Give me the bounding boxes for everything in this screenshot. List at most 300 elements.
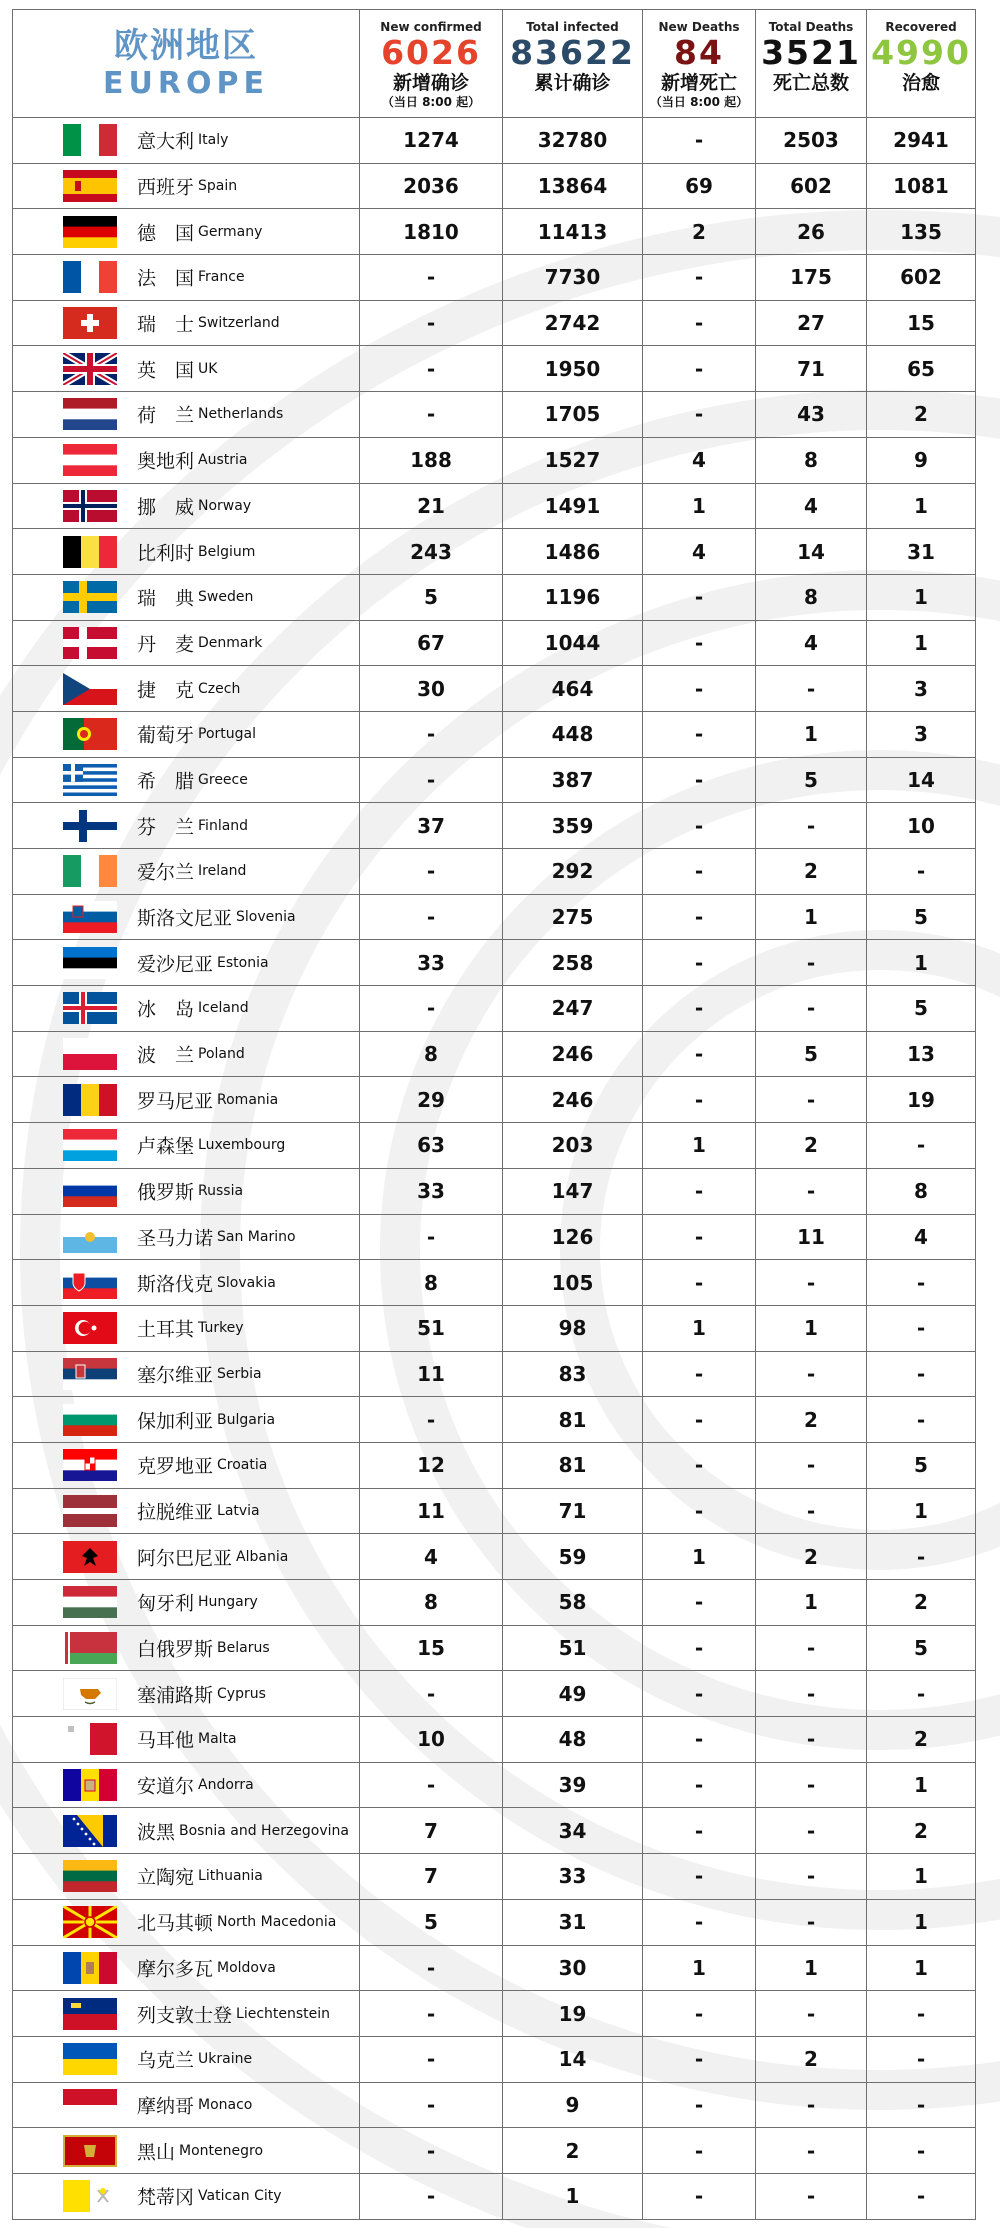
country-cell <box>13 1305 360 1351</box>
total-deaths-cell: 5 <box>756 757 867 803</box>
header-new-confirmed <box>360 10 503 118</box>
country-name-en: Turkey <box>198 1320 244 1337</box>
new-confirmed-cell: - <box>360 1671 503 1717</box>
country-name-cn: 希 腊 <box>137 770 195 793</box>
new-deaths-cell: - <box>643 1351 756 1397</box>
header-label-en: New confirmed <box>380 20 482 34</box>
country-name-cn: 波黑 <box>137 1821 176 1844</box>
table-row <box>13 2082 976 2128</box>
new-confirmed-cell: 1810 <box>360 209 503 255</box>
ukraine-flag-icon <box>63 2043 117 2075</box>
country-name-en: Liechtenstein <box>236 2005 331 2022</box>
recovered-cell: 2 <box>867 392 976 438</box>
new-deaths-cell: - <box>643 1808 756 1854</box>
country-name-en: North Macedonia <box>217 1914 337 1931</box>
new-deaths-cell: - <box>643 1854 756 1900</box>
country-name-en: Poland <box>198 1046 245 1063</box>
country-cell <box>13 757 360 803</box>
total-deaths-cell: 71 <box>756 346 867 392</box>
country-name-cn: 瑞 士 <box>137 313 195 336</box>
new-confirmed-cell: 11 <box>360 1351 503 1397</box>
russia-flag-icon <box>63 1175 117 1207</box>
slovenia-flag-icon <box>63 901 117 933</box>
total-infected-cell: 14 <box>503 2036 643 2082</box>
country-name-en: France <box>198 269 245 286</box>
new-deaths-cell: - <box>643 1397 756 1443</box>
country-name-en: Italy <box>198 132 229 149</box>
italy-flag-icon <box>63 124 117 156</box>
total-infected-cell: 203 <box>503 1123 643 1169</box>
country-name-cn: 西班牙 <box>137 176 195 199</box>
total-infected-cell: 147 <box>503 1168 643 1214</box>
new-confirmed-cell: - <box>360 1991 503 2037</box>
recovered-cell: - <box>867 1260 976 1306</box>
country-name-cn: 英 国 <box>137 359 195 382</box>
table-row <box>13 1031 976 1077</box>
country-name-cn: 奥地利 <box>137 450 195 473</box>
table-row <box>13 1214 976 1260</box>
country-name-cn: 比利时 <box>137 542 195 565</box>
andorra-flag-icon <box>63 1769 117 1801</box>
recovered-cell: 8 <box>867 1168 976 1214</box>
total-deaths-cell: 4 <box>756 620 867 666</box>
table-row <box>13 1260 976 1306</box>
new-confirmed-cell: 30 <box>360 666 503 712</box>
header-row <box>13 10 976 118</box>
new-confirmed-cell: 21 <box>360 483 503 529</box>
header-label-cn: 死亡总数 <box>772 72 849 94</box>
header-label-cn: 治愈 <box>901 72 940 94</box>
san-marino-flag-icon <box>63 1221 117 1253</box>
recovered-cell: - <box>867 1991 976 2037</box>
header-label-cn: 新增确诊 <box>392 72 469 94</box>
recovered-cell: - <box>867 2036 976 2082</box>
country-name-en: Moldova <box>217 1959 276 1976</box>
header-total: 83622 <box>510 33 635 72</box>
header-total: 4990 <box>871 33 971 72</box>
header-new-deaths <box>643 10 756 118</box>
country-cell <box>13 392 360 438</box>
total-deaths-cell: 602 <box>756 163 867 209</box>
recovered-cell: - <box>867 2128 976 2174</box>
new-confirmed-cell: - <box>360 894 503 940</box>
new-deaths-cell: - <box>643 346 756 392</box>
total-infected-cell: 98 <box>503 1305 643 1351</box>
country-name-cn: 列支敦士登 <box>137 2004 233 2027</box>
new-confirmed-cell: 51 <box>360 1305 503 1351</box>
country-cell <box>13 849 360 895</box>
table-row <box>13 1762 976 1808</box>
header-label-cn: 累计确诊 <box>534 72 611 94</box>
country-name-en: Ireland <box>198 863 247 880</box>
country-cell <box>13 118 360 164</box>
total-infected-cell: 247 <box>503 986 643 1032</box>
new-confirmed-cell: 29 <box>360 1077 503 1123</box>
table-row <box>13 1442 976 1488</box>
country-cell <box>13 1031 360 1077</box>
country-name-cn: 土耳其 <box>137 1318 195 1341</box>
new-deaths-cell: - <box>643 1580 756 1626</box>
table-row <box>13 940 976 986</box>
recovered-cell: 1 <box>867 1899 976 1945</box>
new-confirmed-cell: 7 <box>360 1808 503 1854</box>
new-confirmed-cell: 10 <box>360 1717 503 1763</box>
new-deaths-cell: - <box>643 1260 756 1306</box>
total-infected-cell: 2742 <box>503 300 643 346</box>
table-row <box>13 1488 976 1534</box>
liechtenstein-flag-icon <box>63 1998 117 2030</box>
new-confirmed-cell: - <box>360 2128 503 2174</box>
total-deaths-cell: 8 <box>756 437 867 483</box>
table-row <box>13 711 976 757</box>
new-confirmed-cell: - <box>360 2036 503 2082</box>
country-cell <box>13 2173 360 2219</box>
new-deaths-cell: 1 <box>643 483 756 529</box>
country-name-en: Monaco <box>198 2096 253 2113</box>
new-deaths-cell: - <box>643 1762 756 1808</box>
switzerland-flag-icon <box>63 307 117 339</box>
country-cell <box>13 1534 360 1580</box>
table-row <box>13 1168 976 1214</box>
country-name-cn: 卢森堡 <box>137 1135 195 1158</box>
recovered-cell: 5 <box>867 986 976 1032</box>
country-name-cn: 乌克兰 <box>137 2049 195 2072</box>
new-deaths-cell: - <box>643 1077 756 1123</box>
country-name-en: Montenegro <box>179 2142 264 2159</box>
country-cell <box>13 529 360 575</box>
recovered-cell: - <box>867 1351 976 1397</box>
norway-flag-icon <box>63 490 117 522</box>
serbia-flag-icon <box>63 1358 117 1390</box>
total-deaths-cell: - <box>756 2082 867 2128</box>
new-deaths-cell: - <box>643 757 756 803</box>
total-infected-cell: 464 <box>503 666 643 712</box>
luxembourg-flag-icon <box>63 1129 117 1161</box>
region-title <box>13 10 360 118</box>
table-row <box>13 1991 976 2037</box>
new-deaths-cell: - <box>643 2128 756 2174</box>
new-confirmed-cell: 4 <box>360 1534 503 1580</box>
new-deaths-cell: - <box>643 986 756 1032</box>
spain-flag-icon <box>63 170 117 202</box>
recovered-cell: 1 <box>867 1945 976 1991</box>
table-row <box>13 574 976 620</box>
new-deaths-cell: 1 <box>643 1123 756 1169</box>
recovered-cell: - <box>867 2082 976 2128</box>
recovered-cell: 5 <box>867 894 976 940</box>
new-deaths-cell: 1 <box>643 1305 756 1351</box>
europe-stats-table <box>12 9 976 2220</box>
country-name-cn: 摩尔多瓦 <box>137 1958 214 1981</box>
new-confirmed-cell: - <box>360 757 503 803</box>
country-name-cn: 保加利亚 <box>137 1410 214 1433</box>
country-name-cn: 斯洛伐克 <box>137 1273 214 1296</box>
total-deaths-cell: 1 <box>756 894 867 940</box>
country-cell <box>13 1625 360 1671</box>
country-name-cn: 斯洛文尼亚 <box>137 907 233 930</box>
recovered-cell: 135 <box>867 209 976 255</box>
new-confirmed-cell: 243 <box>360 529 503 575</box>
header-label-en: Total infected <box>526 20 619 34</box>
total-infected-cell: 359 <box>503 803 643 849</box>
country-name-en: Germany <box>198 223 263 240</box>
country-cell <box>13 1442 360 1488</box>
new-confirmed-cell: 8 <box>360 1031 503 1077</box>
ireland-flag-icon <box>63 855 117 887</box>
total-infected-cell: 2 <box>503 2128 643 2174</box>
new-deaths-cell: 1 <box>643 1945 756 1991</box>
recovered-cell: 1 <box>867 1762 976 1808</box>
total-infected-cell: 7730 <box>503 255 643 301</box>
total-infected-cell: 39 <box>503 1762 643 1808</box>
new-confirmed-cell: 12 <box>360 1442 503 1488</box>
recovered-cell: 602 <box>867 255 976 301</box>
country-name-cn: 塞浦路斯 <box>137 1684 214 1707</box>
country-name-en: Latvia <box>217 1502 260 1519</box>
new-deaths-cell: - <box>643 849 756 895</box>
header-note: （当日 8:00 起） <box>381 95 481 109</box>
new-deaths-cell: - <box>643 1168 756 1214</box>
total-deaths-cell: 1 <box>756 1305 867 1351</box>
table-row <box>13 1899 976 1945</box>
total-infected-cell: 19 <box>503 1991 643 2037</box>
country-cell <box>13 1854 360 1900</box>
country-name-en: Slovakia <box>217 1274 276 1291</box>
country-name-en: Hungary <box>198 1594 258 1611</box>
country-name-en: Iceland <box>198 1000 249 1017</box>
new-confirmed-cell: - <box>360 849 503 895</box>
new-deaths-cell: - <box>643 894 756 940</box>
total-infected-cell: 1950 <box>503 346 643 392</box>
total-deaths-cell: 43 <box>756 392 867 438</box>
table-row <box>13 1123 976 1169</box>
country-name-en: UK <box>198 360 218 377</box>
header-label-en: New Deaths <box>658 20 740 34</box>
header-label-cn: 新增死亡 <box>660 72 737 94</box>
country-name-en: Andorra <box>198 1777 254 1794</box>
new-confirmed-cell: 8 <box>360 1580 503 1626</box>
country-name-en: Switzerland <box>198 315 280 332</box>
bosnia-flag-icon <box>63 1815 117 1847</box>
country-cell <box>13 163 360 209</box>
new-deaths-cell: - <box>643 803 756 849</box>
country-name-en: Sweden <box>198 589 254 606</box>
croatia-flag-icon <box>63 1449 117 1481</box>
total-infected-cell: 448 <box>503 711 643 757</box>
country-name-en: Norway <box>198 497 252 514</box>
country-name-en: Ukraine <box>198 2051 253 2068</box>
country-name-en: Bosnia and Herzegovina <box>179 1822 349 1839</box>
new-confirmed-cell: - <box>360 392 503 438</box>
country-name-cn: 挪 威 <box>137 496 195 519</box>
country-name-cn: 捷 克 <box>137 679 195 702</box>
table-row <box>13 2173 976 2219</box>
total-deaths-cell: - <box>756 1808 867 1854</box>
total-infected-cell: 246 <box>503 1077 643 1123</box>
country-name-cn: 塞尔维亚 <box>137 1364 214 1387</box>
total-deaths-cell: - <box>756 2128 867 2174</box>
total-deaths-cell: - <box>756 1488 867 1534</box>
new-deaths-cell: - <box>643 666 756 712</box>
total-deaths-cell: - <box>756 1625 867 1671</box>
cyprus-flag-icon <box>63 1678 117 1710</box>
country-cell <box>13 574 360 620</box>
country-name-cn: 北马其顿 <box>137 1912 214 1935</box>
country-cell <box>13 2082 360 2128</box>
new-confirmed-cell: 188 <box>360 437 503 483</box>
new-confirmed-cell: 11 <box>360 1488 503 1534</box>
new-deaths-cell: - <box>643 300 756 346</box>
new-deaths-cell: - <box>643 1717 756 1763</box>
recovered-cell: 65 <box>867 346 976 392</box>
country-name-cn: 立陶宛 <box>137 1866 195 1889</box>
country-cell <box>13 803 360 849</box>
estonia-flag-icon <box>63 947 117 979</box>
total-deaths-cell: - <box>756 1260 867 1306</box>
bulgaria-flag-icon <box>63 1404 117 1436</box>
recovered-cell: 9 <box>867 437 976 483</box>
recovered-cell: - <box>867 1534 976 1580</box>
country-cell <box>13 209 360 255</box>
table-row <box>13 1351 976 1397</box>
country-name-en: Netherlands <box>198 406 284 423</box>
region-title-cn: 欧洲地区 <box>114 25 258 66</box>
total-deaths-cell: 11 <box>756 1214 867 1260</box>
table-row <box>13 894 976 940</box>
total-deaths-cell: - <box>756 1991 867 2037</box>
country-cell <box>13 894 360 940</box>
recovered-cell: 3 <box>867 711 976 757</box>
new-deaths-cell: - <box>643 1442 756 1488</box>
lithuania-flag-icon <box>63 1860 117 1892</box>
country-cell <box>13 1214 360 1260</box>
country-name-en: Vatican City <box>198 2188 282 2205</box>
country-name-cn: 圣马力诺 <box>137 1227 214 1250</box>
total-deaths-cell: 2 <box>756 849 867 895</box>
recovered-cell: - <box>867 2173 976 2219</box>
total-deaths-cell: 1 <box>756 1945 867 1991</box>
table-row <box>13 1945 976 1991</box>
malta-flag-icon <box>63 1723 117 1755</box>
total-infected-cell: 48 <box>503 1717 643 1763</box>
recovered-cell: 2 <box>867 1808 976 1854</box>
total-infected-cell: 275 <box>503 894 643 940</box>
new-confirmed-cell: - <box>360 2173 503 2219</box>
recovered-cell: - <box>867 849 976 895</box>
total-deaths-cell: 5 <box>756 1031 867 1077</box>
new-confirmed-cell: - <box>360 1397 503 1443</box>
montenegro-flag-icon <box>63 2135 117 2167</box>
country-name-en: Luxembourg <box>198 1137 286 1154</box>
country-name-cn: 摩纳哥 <box>137 2095 195 2118</box>
total-deaths-cell: - <box>756 1351 867 1397</box>
country-name-en: Belgium <box>198 543 256 560</box>
new-deaths-cell: 1 <box>643 1534 756 1580</box>
iceland-flag-icon <box>63 992 117 1024</box>
country-cell <box>13 1077 360 1123</box>
country-name-cn: 荷 兰 <box>137 404 195 427</box>
total-deaths-cell: - <box>756 1168 867 1214</box>
country-rows <box>13 118 976 2220</box>
new-deaths-cell: - <box>643 1214 756 1260</box>
country-cell <box>13 940 360 986</box>
new-deaths-cell: - <box>643 2082 756 2128</box>
country-name-cn: 罗马尼亚 <box>137 1090 214 1113</box>
romania-flag-icon <box>63 1084 117 1116</box>
new-confirmed-cell: 8 <box>360 1260 503 1306</box>
total-infected-cell: 258 <box>503 940 643 986</box>
total-infected-cell: 1527 <box>503 437 643 483</box>
recovered-cell: 1 <box>867 1854 976 1900</box>
total-deaths-cell: 2 <box>756 2036 867 2082</box>
table-row <box>13 1077 976 1123</box>
country-cell <box>13 1717 360 1763</box>
table-row <box>13 118 976 164</box>
country-cell <box>13 1945 360 1991</box>
new-confirmed-cell: 15 <box>360 1625 503 1671</box>
total-infected-cell: 31 <box>503 1899 643 1945</box>
table-row <box>13 1854 976 1900</box>
country-name-cn: 丹 麦 <box>137 633 195 656</box>
table-row <box>13 1625 976 1671</box>
table-row <box>13 2036 976 2082</box>
recovered-cell: 14 <box>867 757 976 803</box>
new-confirmed-cell: - <box>360 255 503 301</box>
total-infected-cell: 292 <box>503 849 643 895</box>
moldova-flag-icon <box>63 1952 117 1984</box>
header-label-en: Total Deaths <box>768 20 854 34</box>
total-infected-cell: 33 <box>503 1854 643 1900</box>
country-name-en: Czech <box>198 680 241 697</box>
country-name-cn: 马耳他 <box>137 1729 195 1752</box>
new-deaths-cell: - <box>643 2036 756 2082</box>
belarus-flag-icon <box>63 1632 117 1664</box>
table-row <box>13 1671 976 1717</box>
country-name-cn: 葡萄牙 <box>137 724 195 747</box>
table-row <box>13 1305 976 1351</box>
total-deaths-cell: 1 <box>756 711 867 757</box>
country-cell <box>13 1168 360 1214</box>
north-macedonia-flag-icon <box>63 1906 117 1938</box>
new-deaths-cell: - <box>643 1031 756 1077</box>
new-deaths-cell: - <box>643 620 756 666</box>
belgium-flag-icon <box>63 536 117 568</box>
new-confirmed-cell: 63 <box>360 1123 503 1169</box>
country-name-en: Denmark <box>198 634 263 651</box>
table-row <box>13 1397 976 1443</box>
country-cell <box>13 1351 360 1397</box>
new-deaths-cell: - <box>643 118 756 164</box>
country-cell <box>13 346 360 392</box>
total-deaths-cell: 8 <box>756 574 867 620</box>
poland-flag-icon <box>63 1038 117 1070</box>
country-name-cn: 阿尔巴尼亚 <box>137 1547 233 1570</box>
country-name-en: Belarus <box>217 1640 270 1657</box>
total-deaths-cell: - <box>756 1671 867 1717</box>
denmark-flag-icon <box>63 627 117 659</box>
new-confirmed-cell: - <box>360 1762 503 1808</box>
country-name-en: Romania <box>217 1091 279 1108</box>
latvia-flag-icon <box>63 1495 117 1527</box>
country-name-cn: 德 国 <box>137 222 195 245</box>
header-total: 84 <box>674 33 724 72</box>
portugal-flag-icon <box>63 718 117 750</box>
header-total-deaths <box>756 10 867 118</box>
czech-flag-icon <box>63 673 117 705</box>
recovered-cell: 5 <box>867 1625 976 1671</box>
recovered-cell: - <box>867 1671 976 1717</box>
country-name-en: Russia <box>198 1183 244 1200</box>
